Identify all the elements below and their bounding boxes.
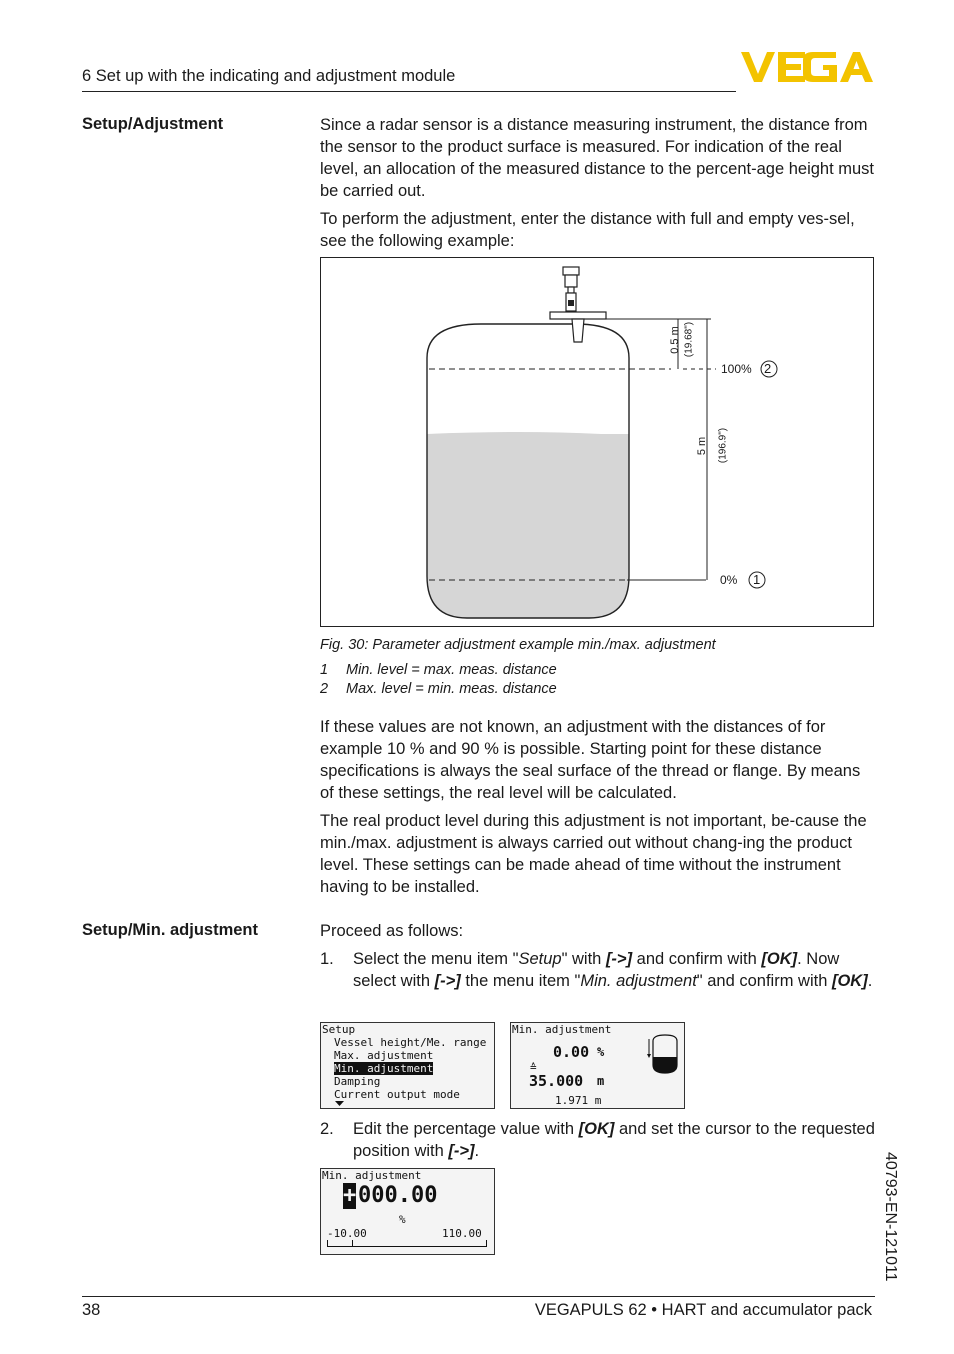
vega-logo bbox=[741, 50, 873, 89]
tank-figure bbox=[320, 257, 874, 627]
lcd-scale-tick bbox=[486, 1240, 487, 1246]
step-1: 1. Select the menu item "Setup" with [->] and confirm with [OK]. Now select with [->] the menu item "Min. adjustment" and confirm with [OK]. bbox=[320, 950, 873, 990]
running-header: 6 Set up with the indicating and adjustment module bbox=[82, 67, 456, 85]
lcd-distance-unit: m bbox=[597, 1074, 605, 1088]
lcd-range-min: -10.00 bbox=[327, 1227, 367, 1240]
lcd-percent-unit: % bbox=[597, 1045, 605, 1059]
heading-min-adjustment: Setup/Min. adjustment bbox=[82, 921, 259, 939]
paragraph: The real product level during this adjustment is not important, be-cause the min./max. adjustment is always carried out without chang-ing the product level. These settings can be made ahead of time without the instrument having to be installed. bbox=[320, 812, 867, 896]
marker-2: 2 bbox=[764, 361, 772, 376]
legend-item: 2 Max. level = min. meas. distance bbox=[320, 681, 557, 697]
step-2: 2. Edit the percentage value with [OK] and set the cursor to the requested position with [->]. bbox=[320, 1120, 875, 1160]
dim-top: 0.5 m bbox=[669, 326, 681, 354]
menu-item: Vessel height/Me. range bbox=[334, 1036, 487, 1049]
legend-item: 1 Min. level = max. meas. distance bbox=[320, 662, 557, 678]
paragraph: To perform the adjustment, enter the distance with full and empty ves-sel, see the following example: bbox=[320, 210, 855, 250]
paragraph: Since a radar sensor is a distance measuring instrument, the distance from the sensor to the product surface is measured. For indication of the real level, an allocation of the measured distance to the percent-age height must be carried out. bbox=[320, 116, 875, 200]
lcd-title: Min. adjustment bbox=[322, 1169, 422, 1182]
lcd-sub-value: 1.971 m bbox=[555, 1094, 602, 1107]
dim-main: 5 m bbox=[696, 436, 708, 456]
scroll-down-icon bbox=[335, 1101, 344, 1107]
lcd-edit-unit: % bbox=[399, 1213, 406, 1226]
lcd-equivalent-sign: ≙ bbox=[530, 1061, 537, 1074]
lcd-cursor: + bbox=[343, 1183, 357, 1208]
lcd-scale-tick bbox=[352, 1240, 353, 1246]
lcd-title: Setup bbox=[322, 1023, 356, 1036]
lcd-title: Min. adjustment bbox=[512, 1023, 612, 1036]
lcd-min-adjustment bbox=[510, 1022, 685, 1109]
menu-item: Max. adjustment bbox=[334, 1049, 434, 1062]
header-rule bbox=[82, 91, 736, 92]
dim-main-inch: (196.9") bbox=[717, 427, 729, 464]
paragraph: If these values are not known, an adjustment with the distances of for example 10 % and 90 % is possible. Starting point for these distance specifications is always the seal surface of the thread or flange. By means of these settings, the real level will be calculated. bbox=[320, 718, 861, 802]
label-100-percent: 100% bbox=[721, 362, 752, 376]
tank-icon bbox=[647, 1033, 683, 1075]
menu-item: Damping bbox=[334, 1075, 381, 1088]
lcd-edit-digits: 000.00 bbox=[358, 1183, 438, 1208]
menu-item-selected: Min. adjustment bbox=[334, 1062, 434, 1075]
dim-top-inch: (19.68") bbox=[683, 321, 695, 358]
lcd-percent-value: 0.00 bbox=[553, 1043, 590, 1061]
footer-rule bbox=[82, 1296, 875, 1297]
marker-1: 1 bbox=[753, 572, 761, 587]
document-id: 40793-EN-121011 bbox=[882, 1152, 899, 1282]
heading-setup-adjustment: Setup/Adjustment bbox=[82, 115, 224, 133]
lcd-edit-value bbox=[320, 1168, 495, 1255]
lcd-range-max: 110.00 bbox=[442, 1227, 482, 1240]
proceed-text: Proceed as follows: bbox=[320, 922, 464, 940]
lcd-scale-bar bbox=[327, 1246, 487, 1247]
intro-text bbox=[320, 114, 878, 258]
lcd-scale-tick bbox=[327, 1240, 328, 1246]
lcd-setup-menu bbox=[320, 1022, 495, 1109]
page-number: 38 bbox=[82, 1301, 101, 1319]
lcd-distance-value: 35.000 bbox=[529, 1072, 584, 1090]
label-0-percent: 0% bbox=[720, 573, 738, 587]
footer-product: VEGAPULS 62 • HART and accumulator pack bbox=[534, 1301, 872, 1319]
menu-item: Current output mode bbox=[334, 1088, 460, 1101]
figure-caption: Fig. 30: Parameter adjustment example min./max. adjustment bbox=[320, 637, 716, 653]
explanation-text bbox=[320, 716, 878, 904]
